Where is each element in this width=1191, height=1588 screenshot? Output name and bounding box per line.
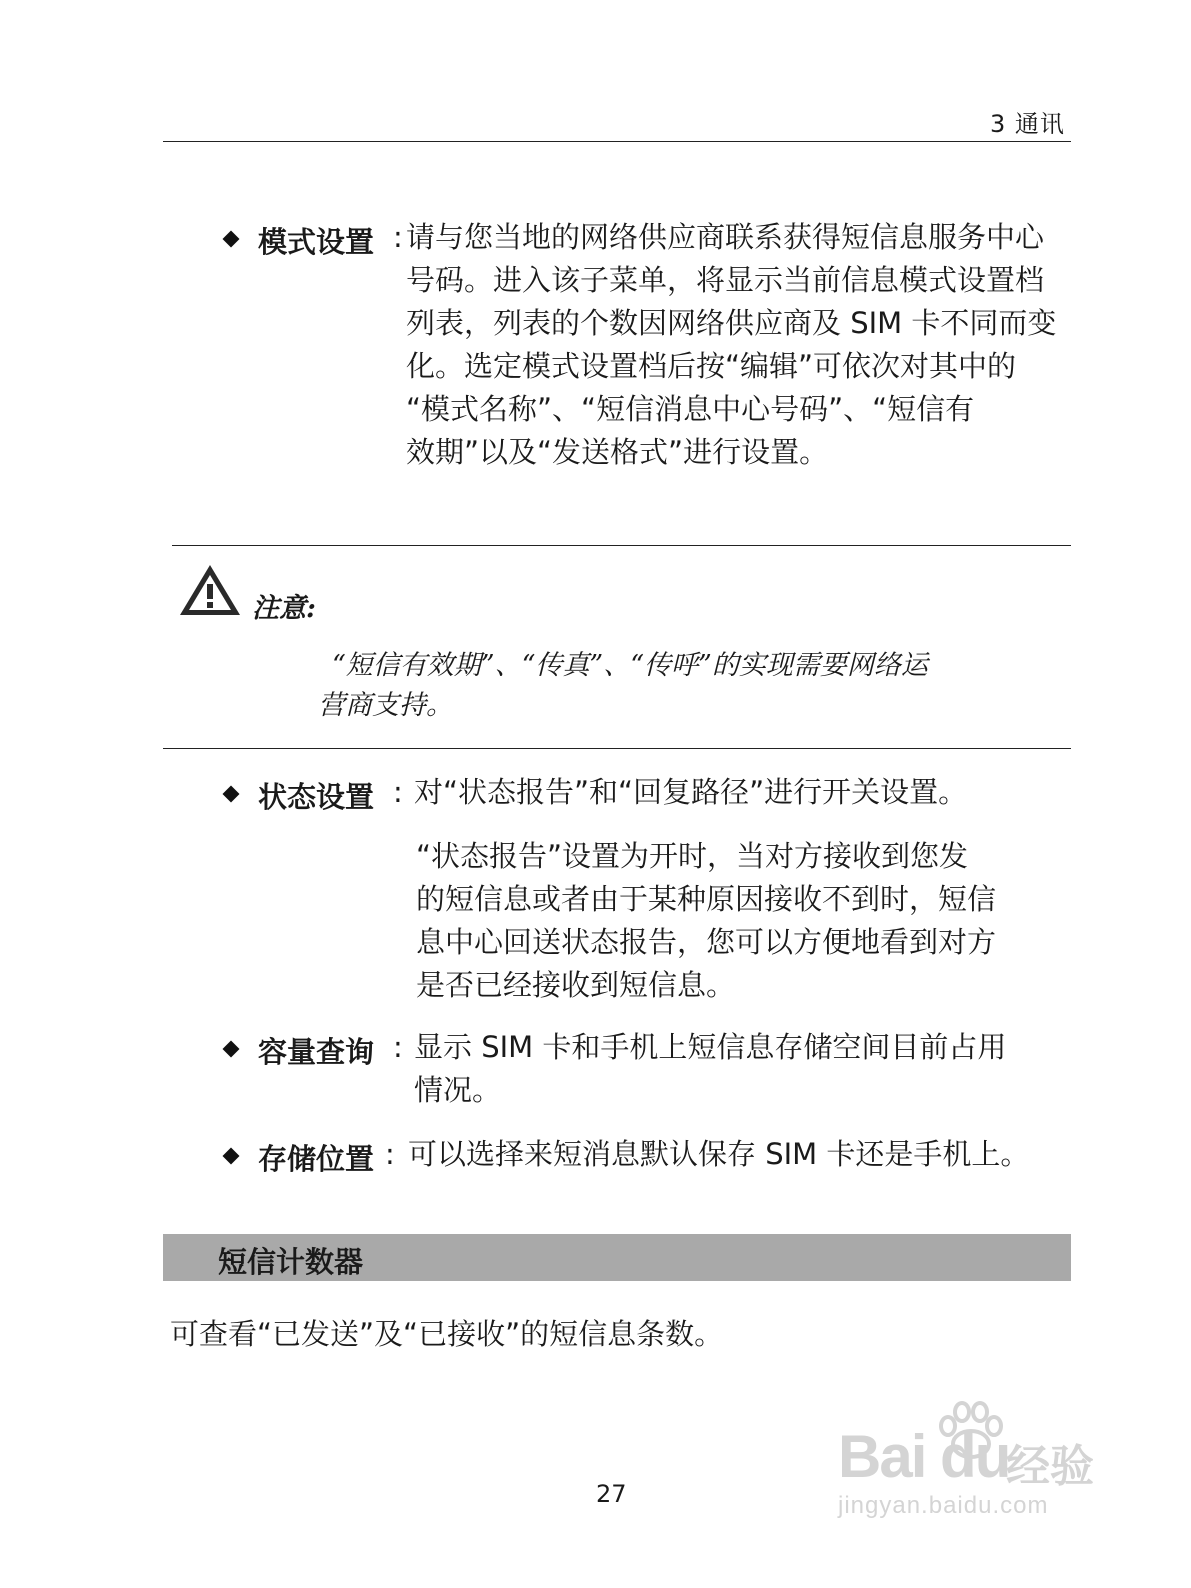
text-line: 息中心回送状态报告，您可以方便地看到对方 xyxy=(416,925,997,959)
section-title: 短信计数器 xyxy=(218,1245,364,1279)
text-line: 号码。进入该子菜单，将显示当前信息模式设置档 xyxy=(406,263,1045,297)
watermark-url: jingyan.baidu.com xyxy=(838,1492,1049,1519)
bullet-diamond-icon xyxy=(223,1041,240,1058)
text-line: “状态报告”设置为开时，当对方接收到您发 xyxy=(416,839,969,873)
text-line: 情况。 xyxy=(414,1073,502,1107)
note-top-rule xyxy=(172,545,1071,546)
storage-location-description: 可以选择来短消息默认保存 SIM 卡还是手机上。 xyxy=(408,1137,1030,1171)
text-line: 列表，列表的个数因网络供应商及 SIM 卡不同而变 xyxy=(406,306,1057,340)
status-settings-description: 对“状态报告”和“回复路径”进行开关设置。 xyxy=(414,775,968,809)
status-report-detail xyxy=(416,835,1076,1007)
term-colon: : xyxy=(393,1030,403,1064)
term-status-settings: 状态设置 xyxy=(258,780,375,814)
section-text: 可查看“已发送”及“已接收”的短信息条数。 xyxy=(170,1317,724,1351)
watermark-brand: Bai du xyxy=(838,1423,1010,1490)
header-rule xyxy=(163,141,1071,142)
baidu-watermark xyxy=(838,1400,1108,1540)
mode-settings-description xyxy=(406,216,1071,474)
capacity-query-description xyxy=(414,1026,1074,1112)
note-line: “短信有效期”、“传真”、“传呼”的实现需要网络运 xyxy=(332,650,928,681)
note-line: 营商支持。 xyxy=(318,690,453,721)
note-bottom-rule xyxy=(163,748,1071,749)
term-mode-settings: 模式设置 xyxy=(258,225,375,259)
text-line: 请与您当地的网络供应商联系获得短信息服务中心 xyxy=(406,220,1045,254)
warning-icon xyxy=(178,562,242,618)
bullet-diamond-icon xyxy=(223,1148,240,1165)
term-storage-location: 存储位置 xyxy=(258,1142,375,1176)
text-line: 显示 SIM 卡和手机上短信息存储空间目前占用 xyxy=(414,1030,1007,1064)
text-line: 的短信息或者由于某种原因接收不到时，短信 xyxy=(416,882,997,916)
bullet-diamond-icon xyxy=(223,231,240,248)
term-capacity-query: 容量查询 xyxy=(258,1035,375,1069)
chapter-header: 3 通讯 xyxy=(990,110,1065,138)
text-line: 效期”以及“发送格式”进行设置。 xyxy=(406,435,829,469)
text-line: “模式名称”、“短信消息中心号码”、“短信有 xyxy=(406,392,975,426)
note-title: 注意: xyxy=(252,593,316,624)
term-colon: : xyxy=(393,775,403,809)
bullet-diamond-icon xyxy=(223,786,240,803)
term-colon: : xyxy=(393,220,403,254)
page-number: 27 xyxy=(596,1480,627,1508)
text-line: 是否已经接收到短信息。 xyxy=(416,968,736,1002)
text-line: 化。选定模式设置档后按“编辑”可依次对其中的 xyxy=(406,349,1017,383)
note-body xyxy=(318,646,1078,726)
term-colon: : xyxy=(385,1137,395,1171)
watermark-jingyan: 经验 xyxy=(1006,1441,1094,1492)
